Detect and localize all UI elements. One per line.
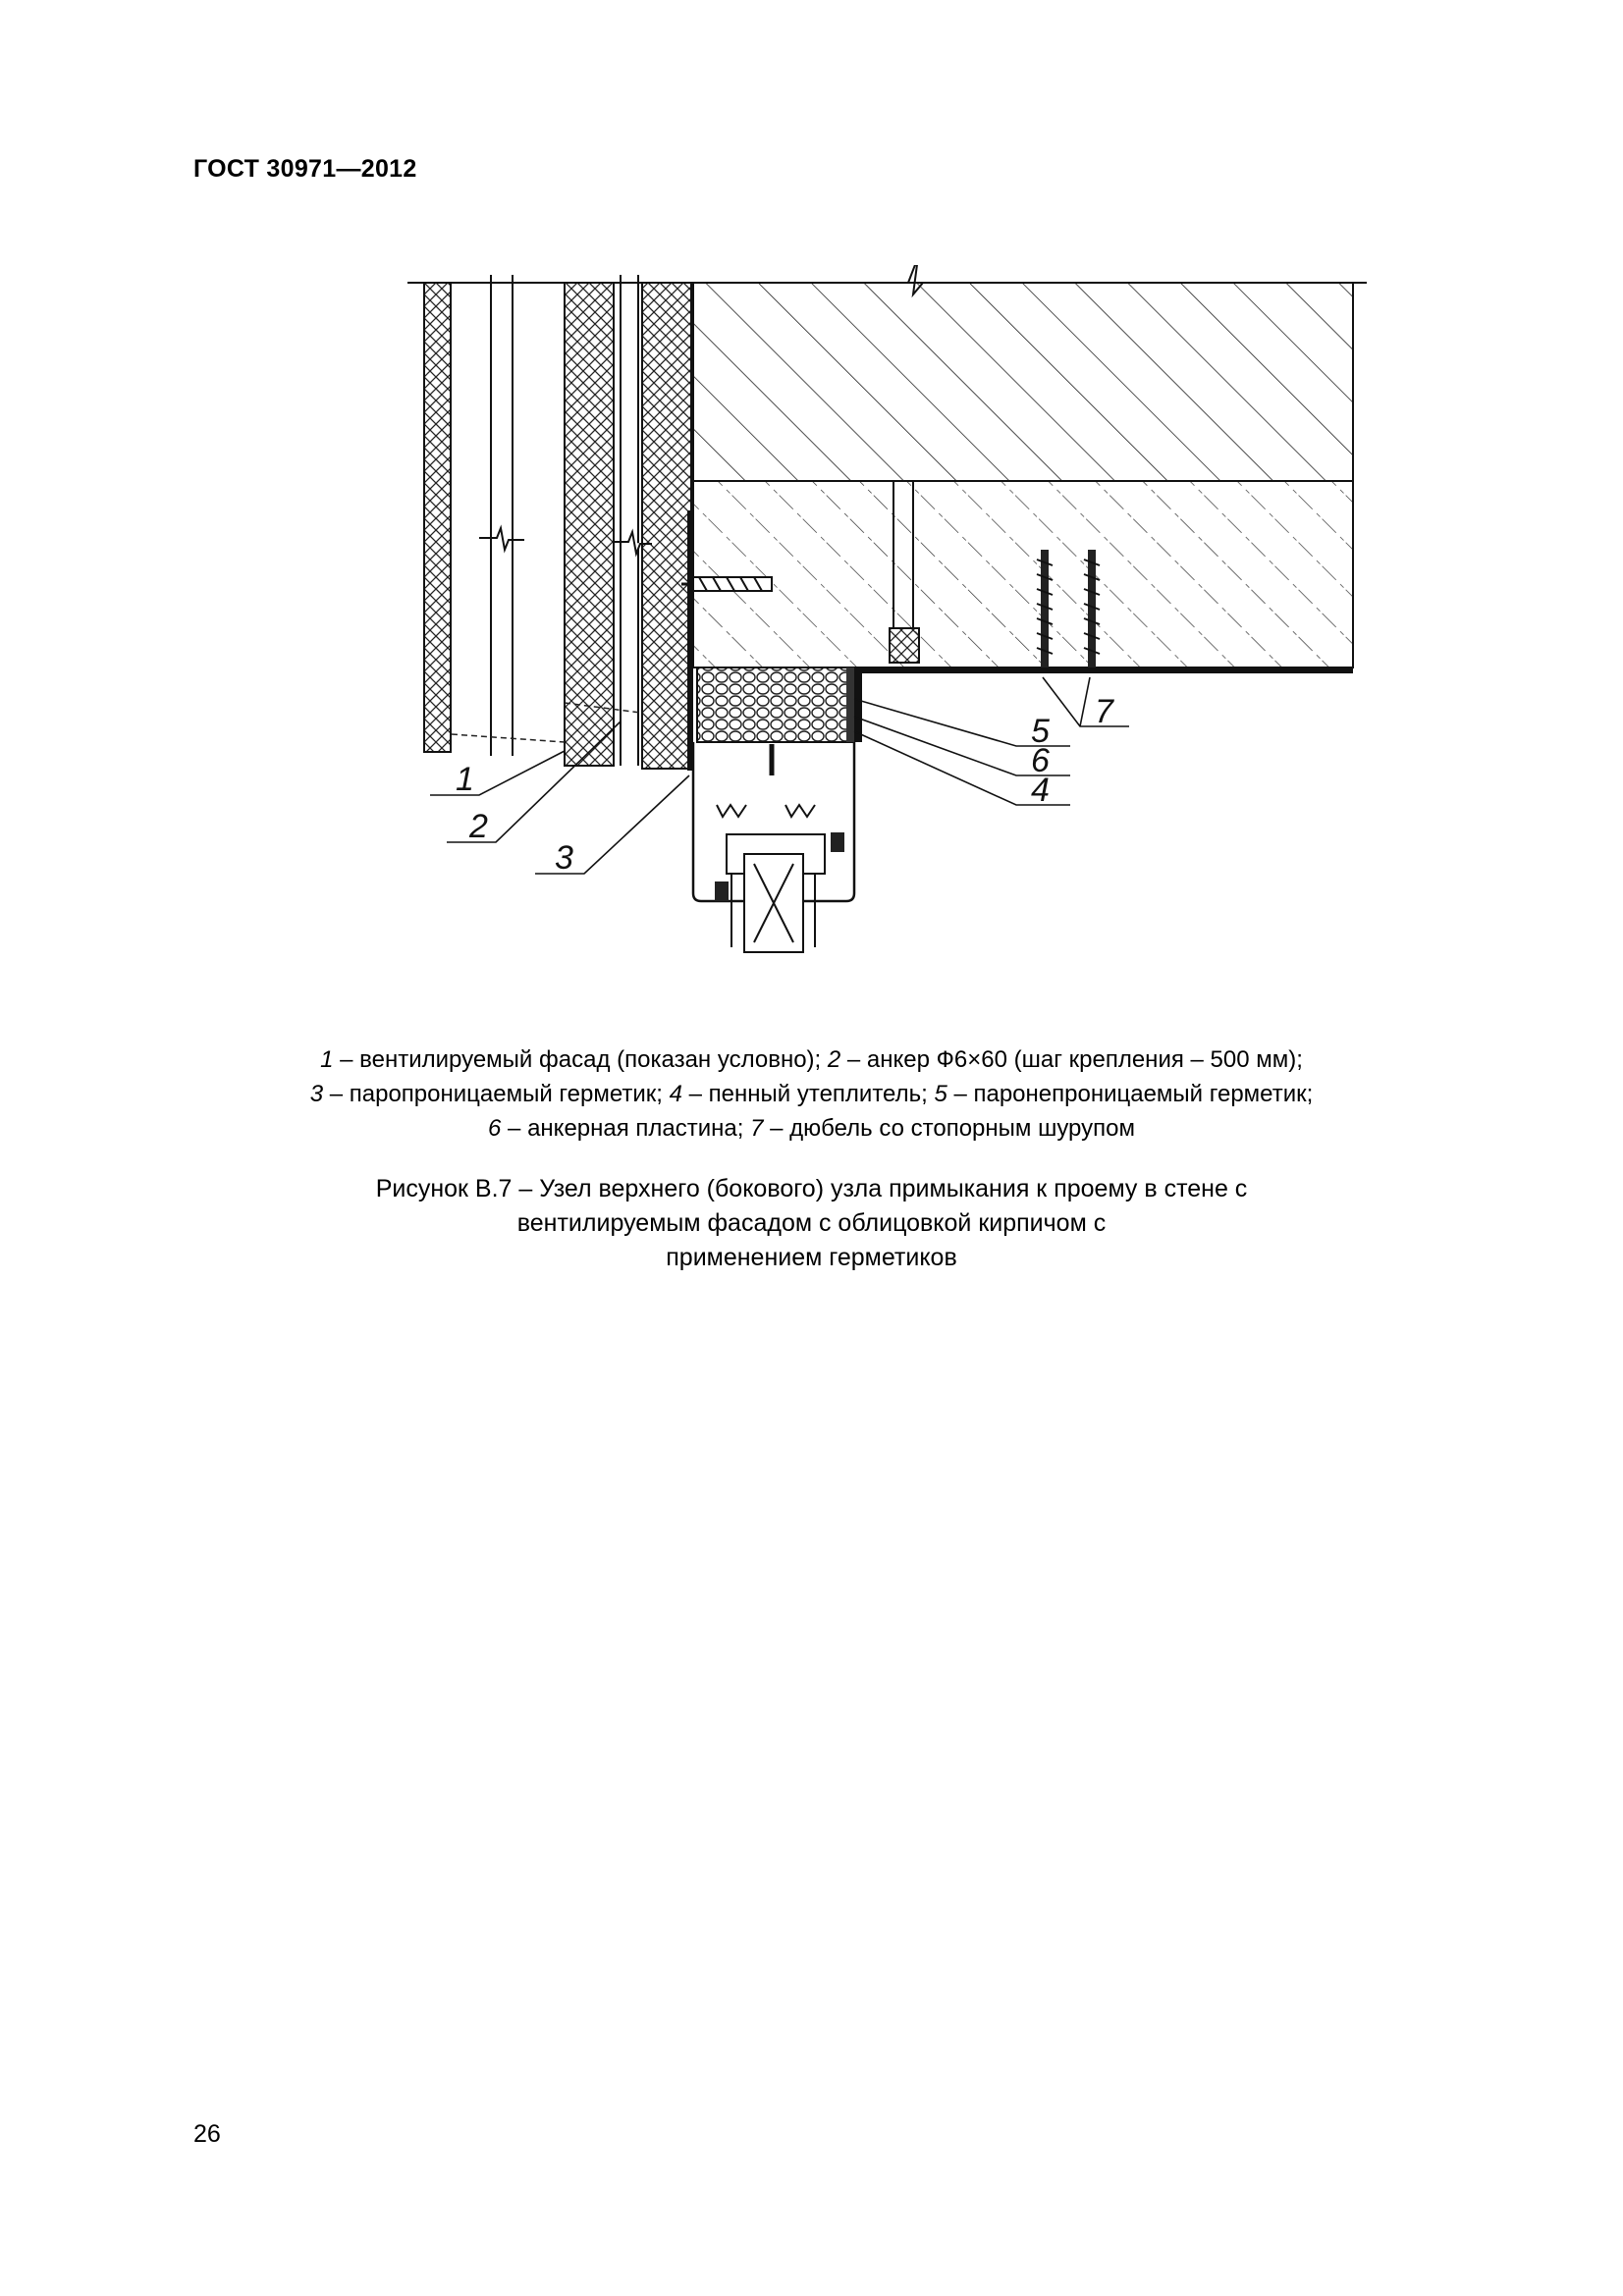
legend-text: – анкерная пластина; [501,1115,751,1142]
legend-text: – анкер Ф6×60 (шаг крепления – 500 мм); [840,1046,1303,1073]
caption-line: применением герметиков [666,1244,957,1271]
figure-legend [226,1042,1397,1146]
legend-text: – паропроницаемый герметик; [323,1081,670,1107]
callout-1: 1 [456,761,474,798]
legend-number: 7 [750,1115,764,1142]
legend-text: – вентилируемый фасад (показан условно); [333,1046,828,1073]
callout-2: 2 [469,808,488,845]
callout-7: 7 [1095,693,1113,730]
lintel-block [693,481,1353,667]
legend-line [226,1077,1397,1111]
legend-text: – пенный утеплитель; [681,1081,935,1107]
caption-line: Рисунок В.7 – Узел верхнего (бокового) узла примыкания к проему в стене с [375,1175,1248,1202]
foam-insulation [697,667,852,742]
brick-wall [693,283,1353,481]
technical-drawing [393,265,1375,972]
facade-anchor [681,577,772,591]
legend-line [226,1042,1397,1077]
callout-3: 3 [555,839,573,877]
legend-line [226,1111,1397,1146]
callout-6: 6 [1031,742,1050,779]
legend-number: 2 [827,1046,841,1073]
legend-text: – паронепроницаемый герметик; [947,1081,1314,1107]
legend-number: 6 [488,1115,502,1142]
callout-5: 5 [1031,713,1050,750]
caption-line: вентилируемым фасадом с облицовкой кирпичом с [516,1209,1107,1237]
window-frame [693,742,854,952]
document-header: ГОСТ 30971—2012 [193,155,417,183]
page-number: 26 [193,2120,221,2148]
legend-number: 5 [934,1081,947,1107]
legend-text: – дюбель со стопорным шурупом [763,1115,1135,1142]
legend-number: 4 [669,1081,682,1107]
figure-caption [226,1172,1397,1275]
legend-number: 3 [309,1081,324,1107]
legend-number: 1 [320,1046,334,1073]
callout-4: 4 [1031,772,1050,809]
ventilated-facade [424,275,691,769]
